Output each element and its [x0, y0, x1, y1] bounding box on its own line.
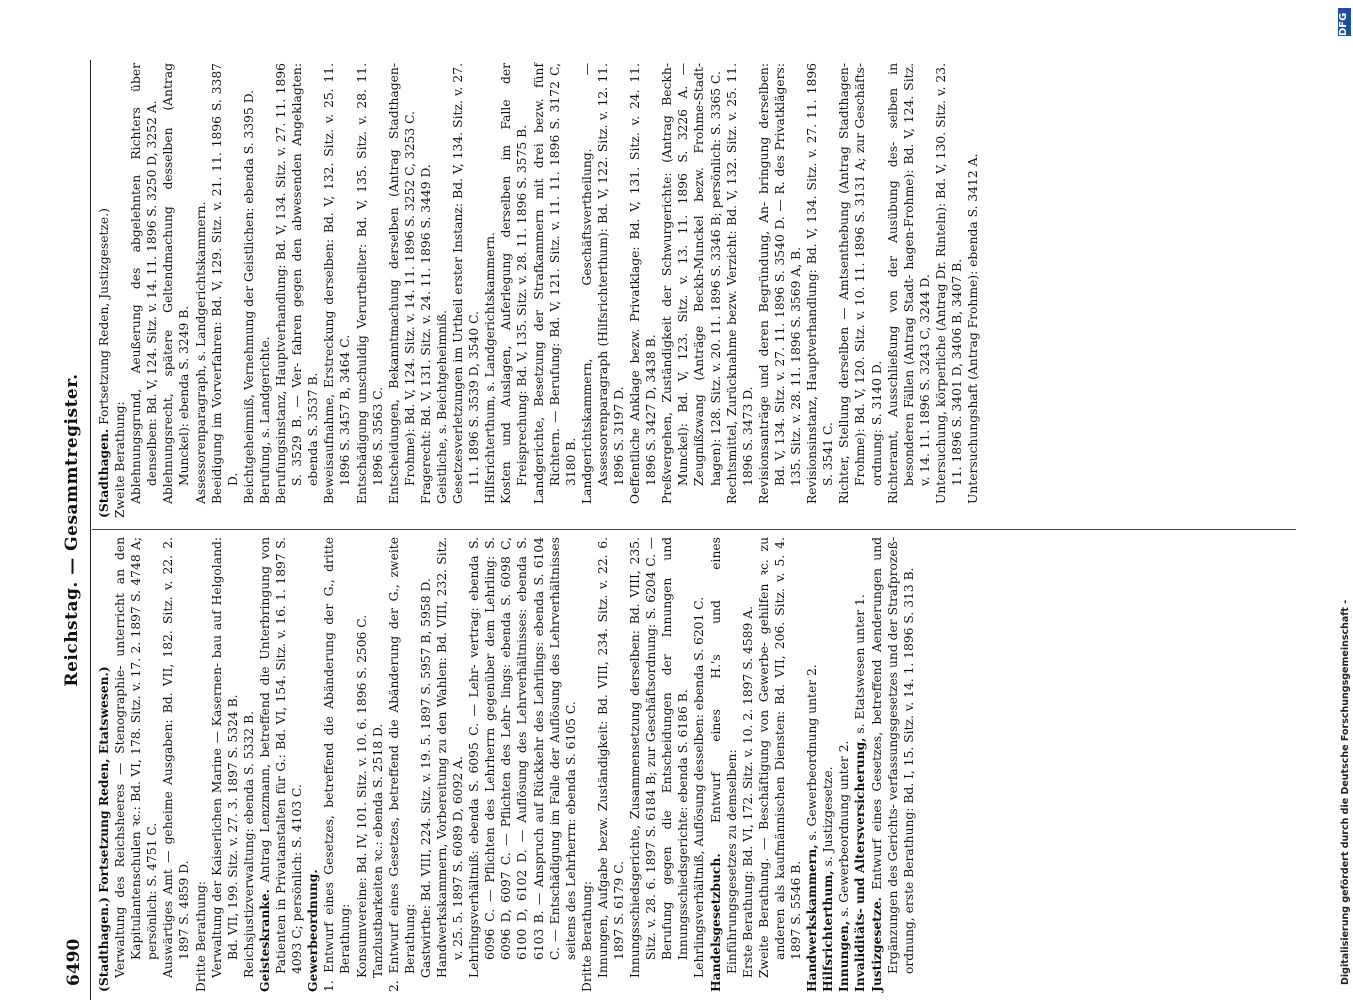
index-entry: Richteramt, Ausschließung von der Ausübung des- selben in besonderen Fällen (Antrag Stadt- hagen-Frohme): Bd. V, 124. Sitz. v. 14. 11. 1896 S. 3243 C, 3244 D. [885, 63, 932, 504]
index-entry: (Stadthagen.) Fortsetzung Reden, Etatswesen.) [96, 666, 111, 992]
digitization-credit: Digitalisierung gefördert durch die Deutsche Forschungsgemeinschaft - [1340, 599, 1351, 985]
right-column [96, 63, 981, 518]
index-entry: Beichtgeheimniß, Vernehmung der Geistlichen: ebenda S. 3395 D. [241, 89, 256, 504]
index-entry: Handwerkskammern, s. Gewerbeordnung unter 2. [804, 664, 820, 992]
index-entry: Handelsgesetzbuch. Entwurf eines H.'s und eines Einführungsgesetzes zu demselben: [707, 537, 739, 992]
index-entry: Revisionsanträge und deren Begründung, An- bringung derselben: Bd. V, 134. Sitz. v. 27. 11. 1896 S. 3540 D. — R. des Privatklägers: 135. Sitz. v. 28. 11. 1896 S. 3569 A, B. [756, 63, 804, 504]
index-entry: Invaliditäts- und Altersversicherung, s. Etatswesen unter 1. [852, 594, 868, 992]
index-entry: Innungen, Aufgabe bezw. Zuständigkeit: Bd. VIII, 234. Sitz. v. 22. 6. 1897 S. 6179 C. [595, 537, 626, 978]
index-entry: Preßvergehen, Zuständigkeit der Schwurgerichte: (Antrag Beckh-Munckel): Bd. V, 123. Sitz. v. 13. 11. 1896 S. 3226 A. — Zeugnißzwang (Anträge Beckh-Munckel bezw. Frohme-Stadt- hagen): 128. Sitz. v. 20. 11. 1896 S. 3346 B; persönlich: S. 3365 C. [660, 63, 723, 504]
index-entry: Richter, Stellung derselben — Amtsenthebung (Antrag Stadthagen-Frohme): Bd. V, 120. Sitz. v. 10. 11. 1896 S. 3131 A; zur Geschäfts- ordnung: S. 3140 D. [837, 63, 884, 504]
index-subhead: Dritte Berathung: [579, 881, 594, 992]
index-entry: Handwerkskammern, Vorbereitung zu den Wahlen: Bd. VIII, 232. Sitz. v. 25. 5. 1897 S. 6089 D, 6092 A. [434, 537, 466, 978]
index-keyword: Gewerbeordnung. [305, 869, 321, 992]
dfg-logo-text: DFG [1338, 12, 1349, 36]
page-header [56, 60, 90, 1000]
index-entry: Justizgesetze. Entwurf eines Gesetzes, betreffend Aenderungen und Ergänzungen des Gerichts- verfassungsgesetzes und der Strafprozeß- ordnung, erste Berathung: Bd. I, 15. Sitz. v. 14. 1. 1896 S. 313 B. [868, 537, 916, 992]
index-entry: Erste Berathung: Bd. VI, 172. Sitz. v. 10. 2. 1897 S. 4589 A. [740, 605, 755, 978]
index-entry: Zweite Berathung. — Beschäftigung von Gewerbe- gehilfen ꝛc. zu anderen als kaufmännischen Diensten: Bd. VII, 206. Sitz. v. 5. 4. 1897 S. 5546 B. [756, 537, 804, 978]
index-entry: Entscheidungen, Bekanntmachung derselben (Antrag Stadthagen-Frohme): Bd. V, 124. Sitz. v. 14. 11. 1896 S. 3252 C, 3253 C. [386, 63, 417, 504]
index-entry: Untersuchung, körperliche (Antrag Dr. Rinteln): Bd. V, 130. Sitz. v. 23. 11. 1896 S. 3401 D, 3406 B, 3407 B. [933, 63, 964, 504]
index-entry: Ablehnungsgrund, Aeußerung des abgelehnten Richters über denselben: Bd. V, 124. Sitz. v. 14. 11. 1896 S. 3250 D, 3252 A. [129, 63, 160, 504]
index-entry: Geistliche, s. Beichtgeheimniß. [434, 309, 449, 504]
index-entry: Konsumvereine: Bd. IV, 101. Sitz. v. 10. 6. 1896 S. 2506 C. [354, 614, 369, 978]
index-entry: Berufung, s. Landgerichte. [257, 336, 272, 504]
index-entry: Verwaltung des Reichsheeres — Stenographie- unterricht an den Kapitulantenschulen ꝛc.: Bd. VI, 178. Sitz. v. 17. 2. 1897 S. 4748 A; persönlich: S. 4751 C. [113, 537, 160, 978]
index-entry: Hilfsrichterthum, s. Justizgesetze. [820, 766, 836, 992]
index-entry: 1. Entwurf eines Gesetzes, betreffend die Abänderung der G., dritte Berathung: [322, 537, 353, 992]
index-entry: Berufungsinstanz, Hauptverhandlung: Bd. V, 134. Sitz. v. 27. 11. 1896 S. 3529 B. — Ver- fahren gegen den abwesenden Angeklagten: ebenda S. 3537 B. [274, 63, 321, 504]
index-subhead: Dritte Berathung: [193, 881, 208, 992]
index-entry: Lehrlingsverhältniß: ebenda S. 6095 C. — Lehr- vertrag: ebenda S. 6096 C. — Pflichten des Lehrherrn gegenüber dem Lehrling: S. 6096 D, 6097 C. — Pflichten des Lehr- lings: ebenda S. 6098 C, 6100 D, 6102 D. — Auflösung des Lehrverhältnisses: ebenda S. 6103 B. — Anspruch auf Rückkehr des Lehrlings: ebenda S. 6104 C. — Entschädigung im Falle der Auflösung des Lehrverhältnisses seitens des Lehrherrn: ebenda S. 6105 C. [467, 537, 578, 978]
index-entry: Beweisaufnahme, Erstreckung derselben: Bd. V, 132. Sitz. v. 25. 11. 1896 S. 3457 B, 3464 C. [322, 63, 353, 504]
index-entry: Entschädigung unschuldig Verurtheilter: Bd. V, 135. Sitz. v. 28. 11. 1896 S. 3563 C. [354, 63, 385, 504]
index-entry: Fragerecht: Bd. V, 131. Sitz. v. 24. 11. 1896 S. 3449 D. [418, 164, 433, 504]
index-entry: Ablehnungsrecht, spätere Geltendmachung desselben (Antrag Munckel): ebenda S. 3249 B. [161, 63, 192, 504]
dfg-logo [1338, 8, 1351, 36]
column-divider [92, 529, 1296, 530]
index-entry: Hilfsrichterthum, s. Landgerichtskammern. [483, 232, 498, 504]
index-entry: Kosten und Auslagen, Auferlegung derselben im Falle der Freisprechung: Bd. V, 135. Sitz. v. 28. 11. 1896 S. 3575 B. [499, 63, 530, 504]
index-entry: Gesetzesverletzungen im Urtheil erster Instanz: Bd. V, 134. Sitz. v. 27. 11. 1896 S. 3539 D, 3540 C. [451, 63, 482, 504]
index-entry: Revisionsinstanz, Hauptverhandlung: Bd. V, 134. Sitz. v. 27. 11. 1896 S. 3541 C. [805, 63, 836, 504]
index-entry: Auswärtiges Amt — geheime Ausgaben: Bd. VII, 182. Sitz. v. 22. 2. 1897 S. 4859 D. [161, 537, 192, 978]
index-entry: Tanzlustbarkeiten ꝛc.: ebenda S. 2518 D. [370, 723, 385, 978]
rotated-page [56, 60, 1296, 1000]
index-entry: Gastwirthe: Bd. VIII, 224. Sitz. v. 19. 5. 1897 S. 5957 B, 5958 D. [418, 578, 433, 978]
page-number: 6490 [64, 938, 84, 986]
index-entry: Landgerichte, Besetzung der Strafkammern mit drei bezw. fünf Richtern. — Berufung: Bd. V, 121. Sitz. v. 11. 11. 1896 S. 3172 C, 3180 B. [531, 63, 578, 504]
index-entry: Reichsjustizverwaltung: ebenda S. 5332 B. [241, 711, 256, 978]
index-entry: Assessorenparagraph, s. Landgerichtskammern. [193, 201, 208, 504]
running-head: Reichstag. — Gesammtregister. [62, 373, 82, 687]
index-entry: Beeidigung im Vorverfahren: Bd. V, 129. Sitz. v. 21. 11. 1896 S. 3387 D. [209, 63, 240, 504]
index-subhead: Zweite Berathung: [113, 401, 128, 518]
index-entry: Untersuchungshaft (Antrag Frohme): ebenda S. 3412 A. [966, 153, 981, 504]
index-entry: Rechtsmittel, Zurücknahme bezw. Verzicht: Bd. V, 132. Sitz. v. 25. 11. 1896 S. 3473 D. [724, 63, 755, 504]
index-entry: (Stadthagen. Fortsetzung Reden, Justizgesetze.) [96, 208, 111, 518]
header-rule [90, 60, 91, 1000]
index-entry: Verwaltung der Kaiserlichen Marine — Kasernen- bau auf Helgoland: Bd. VII, 199. Sitz. v. 27. 3. 1897 S. 5324 B. [209, 537, 240, 978]
left-column [96, 537, 917, 992]
index-entry: Landgerichtskammern, Geschäftsvertheilung. — Assessorenparagraph (Hilfsrichterthum): Bd. V, 122. Sitz. v. 12. 11. 1896 S. 3197 D. [579, 63, 626, 504]
index-entry: Geisteskranke. Antrag Lenzmann, betreffend die Unterbringung von Patienten in Privatanstalten für G.: Bd. VI, 154. Sitz. v. 16. 1. 1897 S. 4093 C; persönlich: S. 4103 C. [256, 537, 305, 992]
index-entry: 2. Entwurf eines Gesetzes, betreffend die Abänderung der G., zweite Berathung: [386, 537, 417, 992]
index-entry: Oeffentliche Anklage bezw. Privatklage: Bd. V, 131. Sitz. v. 24. 11. 1896 S. 3427 D, 3438 B. [628, 63, 659, 504]
index-entry: Lehrlingsverhältniß, Auflösung desselben: ebenda S. 6201 C. [692, 596, 707, 978]
index-entry: Innungen, s. Gewerbeordnung unter 2. [836, 740, 852, 992]
index-entry: Innungsschiedsgerichte, Zusammensetzung derselben: Bd. VIII, 235. Sitz. v. 28. 6. 1897 S. 6184 B; zur Geschäftsordnung: S. 6204 C. — Berufung gegen die Entscheidungen der Innungen und Innungsschiedsgerichte: ebenda S. 6186 B. [628, 537, 691, 978]
